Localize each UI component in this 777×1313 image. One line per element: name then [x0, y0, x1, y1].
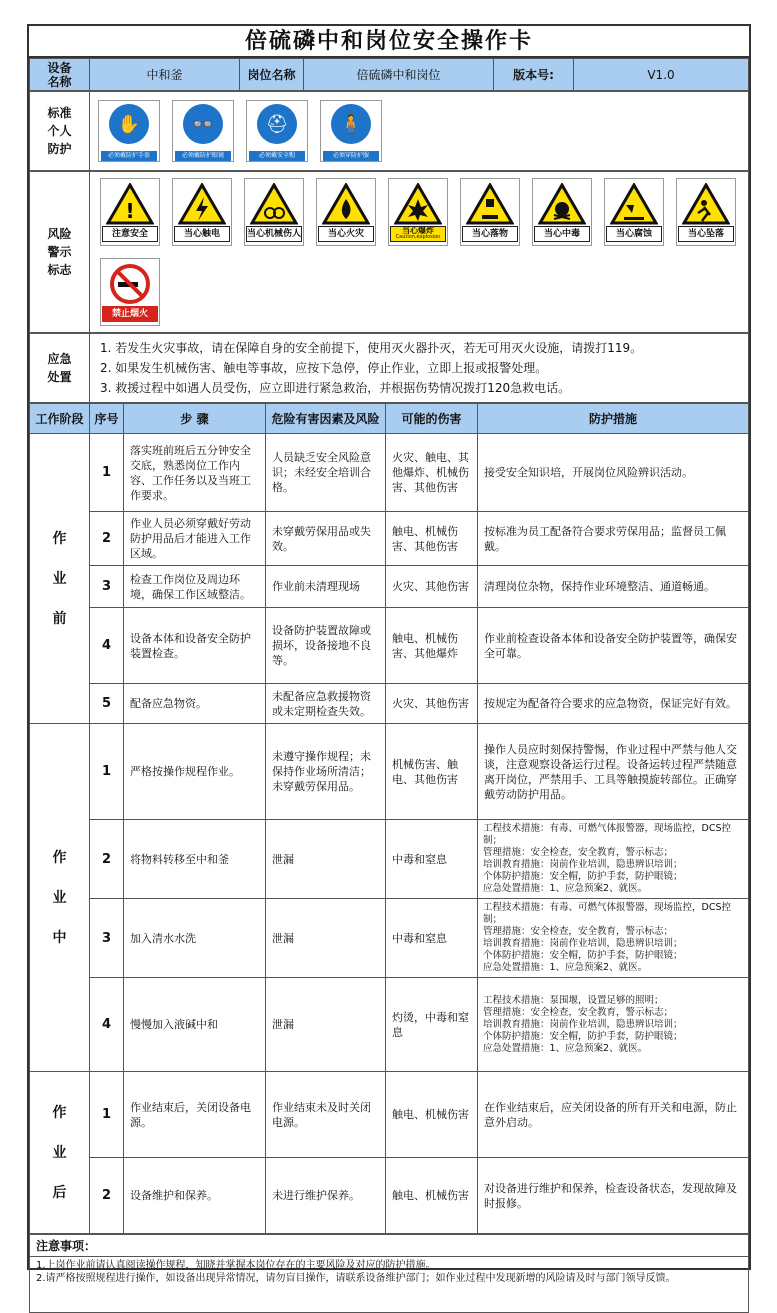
step-text: 慢慢加入液碱中和 — [124, 978, 266, 1072]
emergency-table — [29, 333, 749, 403]
stage-label — [30, 434, 90, 724]
warning-sign — [532, 178, 592, 246]
ppe-sign — [98, 100, 160, 162]
row-number: 1 — [90, 1072, 124, 1158]
falling-object-icon — [466, 183, 514, 225]
measure-line: 工程技术措施：有毒、可燃气体报警器，现场监控，DCS控制； — [483, 823, 731, 846]
safety-card — [27, 24, 751, 1284]
step-text: 严格按操作规程作业。 — [124, 724, 266, 820]
gear-icon — [250, 183, 298, 225]
ppe-sign — [172, 100, 234, 162]
emergency-lines — [90, 334, 749, 403]
ppe-sign — [320, 100, 382, 162]
measure-line: 应急处置措施：1、应急预案2、就医。 — [483, 1042, 648, 1054]
row-number: 3 — [90, 566, 124, 608]
measure-text: 清理岗位杂物，保持作业环境整洁、通道畅通。 — [478, 566, 749, 608]
hazard-text: 设备防护装置故障或损坏，设备接地不良等。 — [266, 608, 386, 684]
warning-caption — [462, 226, 518, 242]
warning-table — [29, 171, 749, 333]
row-number: 2 — [90, 512, 124, 566]
measure-line: 个体防护措施：安全帽，防护手套，防护眼镜； — [483, 950, 683, 961]
hazard-text: 未配备应急救援物资或未定期检查失效。 — [266, 684, 386, 724]
step-text: 作业人员必须穿戴好劳动防护用品后才能进入工作区域。 — [124, 512, 266, 566]
measure-line: 个体防护措施：安全帽，防护手套，防护眼镜； — [483, 1030, 683, 1042]
harm-text: 触电、机械伤害、其他伤害 — [386, 512, 478, 566]
stage-label — [30, 1072, 90, 1234]
ppe-sign — [246, 100, 308, 162]
table-row — [30, 1072, 749, 1158]
hazard-text: 泄漏 — [266, 820, 386, 899]
warning-caption-text: 当心落物 — [471, 229, 508, 239]
table-row — [30, 512, 749, 566]
stage-label — [30, 724, 90, 1072]
emergency-line: 1. 若发生火灾事故，请在保障自身的安全前提下，使用灭火器扑灭，若无可用灭火设施，请拨打119。 — [100, 341, 643, 355]
warning-sign — [244, 178, 304, 246]
table-row — [30, 724, 749, 820]
warning-caption — [246, 226, 302, 242]
row-number: 1 — [90, 434, 124, 512]
equipment-value: 中和釜 — [90, 59, 240, 91]
notes-body — [30, 1257, 749, 1313]
measure-line: 应急处置措施：1、应急预案2、就医。 — [483, 883, 648, 894]
measure-line: 个体防护措施：安全帽，防护手套，防护眼镜； — [483, 871, 683, 882]
row-number: 3 — [90, 899, 124, 978]
warning-caption — [174, 226, 230, 242]
measure-text — [478, 820, 749, 899]
warning-icons — [90, 172, 748, 332]
col-step: 步 骤 — [124, 404, 266, 434]
measure-text: 操作人员应时刻保持警惕，作业过程中严禁与他人交谈，注意观察设备运行过程。设备运转过程严禁随意离开岗位，严禁用手、工具等触摸旋转部位。正确穿戴劳动防护用品。 — [478, 724, 749, 820]
warning-caption — [390, 226, 446, 242]
table-row — [30, 899, 749, 978]
measure-line: 培训教育措施：岗前作业培训，隐患辨识培训； — [483, 938, 683, 949]
col-no: 序号 — [90, 404, 124, 434]
harm-text: 火灾、触电、其他爆炸、机械伤害、其他伤害 — [386, 434, 478, 512]
ppe-caption: 必须戴防护手套 — [101, 151, 157, 161]
col-harm: 可能的伤害 — [386, 404, 478, 434]
hazard-text: 泄漏 — [266, 978, 386, 1072]
electric-icon — [178, 183, 226, 225]
warning-caption — [102, 306, 158, 322]
equipment-label: 设备名称 — [30, 59, 90, 91]
col-stage: 工作阶段 — [30, 404, 90, 434]
hazard-text: 未穿戴劳保用品或失效。 — [266, 512, 386, 566]
note-line: 1.上岗作业前请认真阅读操作规程，知晓并掌握本岗位存在的主要风险及对应的防护措施。 — [36, 1260, 436, 1271]
skull-icon — [538, 183, 586, 225]
post-label: 岗位名称 — [240, 59, 304, 91]
table-row — [30, 684, 749, 724]
measure-line: 培训教育措施：岗前作业培训，隐患辨识培训； — [483, 1018, 683, 1030]
explosion-icon — [394, 183, 442, 225]
measure-line: 管理措施：安全检查，安全教育，警示标志； — [483, 1006, 674, 1018]
step-text: 将物料转移至中和釜 — [124, 820, 266, 899]
row-number: 2 — [90, 820, 124, 899]
warning-caption-text: 当心坠落 — [687, 229, 724, 239]
measure-text: 接受安全知识培，开展岗位风险辨识活动。 — [478, 434, 749, 512]
warning-sign — [100, 258, 160, 326]
procedure-table — [29, 403, 749, 1234]
ppe-icons — [90, 92, 748, 170]
measure-line: 培训教育措施：岗前作业培训，隐患辨识培训； — [483, 859, 683, 870]
post-value: 倍硫磷中和岗位 — [304, 59, 494, 91]
step-text: 落实班前班后五分钟安全交底，熟悉岗位工作内容、工作任务以及当班工作要求。 — [124, 434, 266, 512]
table-row — [30, 434, 749, 512]
hazard-text: 人员缺乏安全风险意识；未经安全培训合格。 — [266, 434, 386, 512]
gloves-icon: ✋ — [109, 104, 149, 144]
warning-caption — [678, 226, 734, 242]
harm-text: 机械伤害、触电、其他伤害 — [386, 724, 478, 820]
harm-text: 触电、机械伤害 — [386, 1158, 478, 1234]
ppe-table — [29, 91, 749, 171]
warning-sign — [172, 178, 232, 246]
measure-line: 工程技术措施：有毒、可燃气体报警器，现场监控，DCS控制； — [483, 902, 731, 925]
harm-text: 触电、机械伤害 — [386, 1072, 478, 1158]
notes-title: 注意事项： — [30, 1235, 749, 1257]
hazard-text: 未进行维护保养。 — [266, 1158, 386, 1234]
hazard-text: 泄漏 — [266, 899, 386, 978]
stage-name: 作业前 — [52, 530, 67, 627]
measure-text: 作业前检查设备本体和设备安全防护装置等，确保安全可靠。 — [478, 608, 749, 684]
step-text: 配备应急物资。 — [124, 684, 266, 724]
warning-caption-text: 当心腐蚀 — [615, 229, 652, 239]
svg-text:!: ! — [125, 199, 135, 223]
ppe-label: 标准个人防护 — [30, 92, 90, 171]
table-row — [30, 608, 749, 684]
measure-text: 按规定为配备符合要求的应急物资，保证完好有效。 — [478, 684, 749, 724]
measure-line: 应急处置措施：1、应急预案2、就医。 — [483, 962, 648, 973]
table-row — [30, 566, 749, 608]
measure-text: 对设备进行维护和保养，检查设备状态，发现故障及时报修。 — [478, 1158, 749, 1234]
harm-text: 火灾、其他伤害 — [386, 684, 478, 724]
measure-line: 管理措施：安全检查，安全教育，警示标志； — [483, 926, 674, 937]
corrosion-icon — [610, 183, 658, 225]
row-number: 1 — [90, 724, 124, 820]
warning-caption-text: 禁止烟火 — [111, 309, 148, 319]
note-line: 2.请严格按照规程进行操作，如设备出现异常情况，请勿盲目操作，请联系设备维护部门；如作业过程中发现新增的风险请及时与部门领导反馈。 — [36, 1273, 676, 1284]
measure-text — [478, 978, 749, 1072]
goggles-icon: 👓 — [183, 104, 223, 144]
measure-text — [478, 899, 749, 978]
warning-caption — [102, 226, 158, 242]
warning-label: 风险警示标志 — [30, 172, 90, 333]
ppe-caption: 必须戴安全帽 — [249, 151, 305, 161]
measure-line: 管理措施：安全检查，安全教育，警示标志； — [483, 847, 674, 858]
table-row — [30, 1158, 749, 1234]
exclamation-icon — [106, 183, 154, 225]
measure-text: 在作业结束后，应关闭设备的所有开关和电源，防止意外启动。 — [478, 1072, 749, 1158]
row-number: 4 — [90, 608, 124, 684]
warning-caption-text: 当心机械伤人 — [247, 229, 302, 239]
measure-text: 按标准为员工配备符合要求劳保用品；监督员工佩戴。 — [478, 512, 749, 566]
warning-caption — [318, 226, 374, 242]
warning-caption — [534, 226, 590, 242]
harm-text: 中毒和窒息 — [386, 820, 478, 899]
warning-sign — [676, 178, 736, 246]
step-text: 设备维护和保养。 — [124, 1158, 266, 1234]
step-text: 检查工作岗位及周边环境，确保工作区域整洁。 — [124, 566, 266, 608]
notes-table — [29, 1234, 749, 1313]
row-number: 5 — [90, 684, 124, 724]
stage-name: 作业中 — [52, 849, 67, 946]
version-value: V1.0 — [574, 59, 749, 91]
col-hazard: 危险有害因素及风险 — [266, 404, 386, 434]
fire-icon — [322, 183, 370, 225]
warning-caption — [606, 226, 662, 242]
step-text: 作业结束后，关闭设备电源。 — [124, 1072, 266, 1158]
emergency-line: 2. 如果发生机械伤害、触电等事故，应按下急停，停止作业，立即上报或报警处理。 — [100, 361, 548, 375]
harm-text: 灼烫，中毒和窒息 — [386, 978, 478, 1072]
stage-name: 作业后 — [52, 1104, 67, 1201]
info-table — [29, 58, 749, 91]
warning-caption-text: 当心爆炸 — [402, 226, 434, 235]
warning-caption-text: 注意安全 — [111, 229, 148, 239]
no-smoking-icon — [106, 263, 154, 305]
warning-caption-sub: Caution,explosion — [395, 234, 441, 240]
ppe-caption: 必须穿防护服 — [323, 151, 379, 161]
fall-icon — [682, 183, 730, 225]
table-row — [30, 978, 749, 1072]
row-number: 2 — [90, 1158, 124, 1234]
hazard-text: 作业结束未及时关闭电源。 — [266, 1072, 386, 1158]
warning-sign — [316, 178, 376, 246]
warning-sign — [100, 178, 160, 246]
step-text: 加入清水水洗 — [124, 899, 266, 978]
harm-text: 触电、机械伤害、其他爆炸 — [386, 608, 478, 684]
warning-caption-text: 当心触电 — [183, 229, 220, 239]
hazard-text: 作业前未清理现场 — [266, 566, 386, 608]
warning-caption-text: 当心中毒 — [543, 229, 580, 239]
table-row — [30, 820, 749, 899]
harm-text: 火灾、其他伤害 — [386, 566, 478, 608]
warning-sign — [388, 178, 448, 246]
col-measure: 防护措施 — [478, 404, 749, 434]
measure-line: 工程技术措施：泵围堰，设置足够的照明； — [483, 994, 664, 1006]
warning-sign — [604, 178, 664, 246]
emergency-label: 应急处置 — [30, 334, 90, 403]
suit-icon: 🧍 — [331, 104, 371, 144]
emergency-line: 3. 救援过程中如遇人员受伤，应立即进行紧急救治，并根据伤势情况拨打120急救电话。 — [100, 381, 571, 395]
page-title: 倍硫磷中和岗位安全操作卡 — [29, 26, 749, 58]
helmet-icon: ⛑ — [257, 104, 297, 144]
version-label: 版本号: — [494, 59, 574, 91]
ppe-caption: 必须戴防护眼镜 — [175, 151, 231, 161]
row-number: 4 — [90, 978, 124, 1072]
step-text: 设备本体和设备安全防护装置检查。 — [124, 608, 266, 684]
harm-text: 中毒和窒息 — [386, 899, 478, 978]
hazard-text: 未遵守操作规程；未保持作业场所清洁；未穿戴劳保用品。 — [266, 724, 386, 820]
warning-sign — [460, 178, 520, 246]
warning-caption-text: 当心火灾 — [327, 229, 364, 239]
